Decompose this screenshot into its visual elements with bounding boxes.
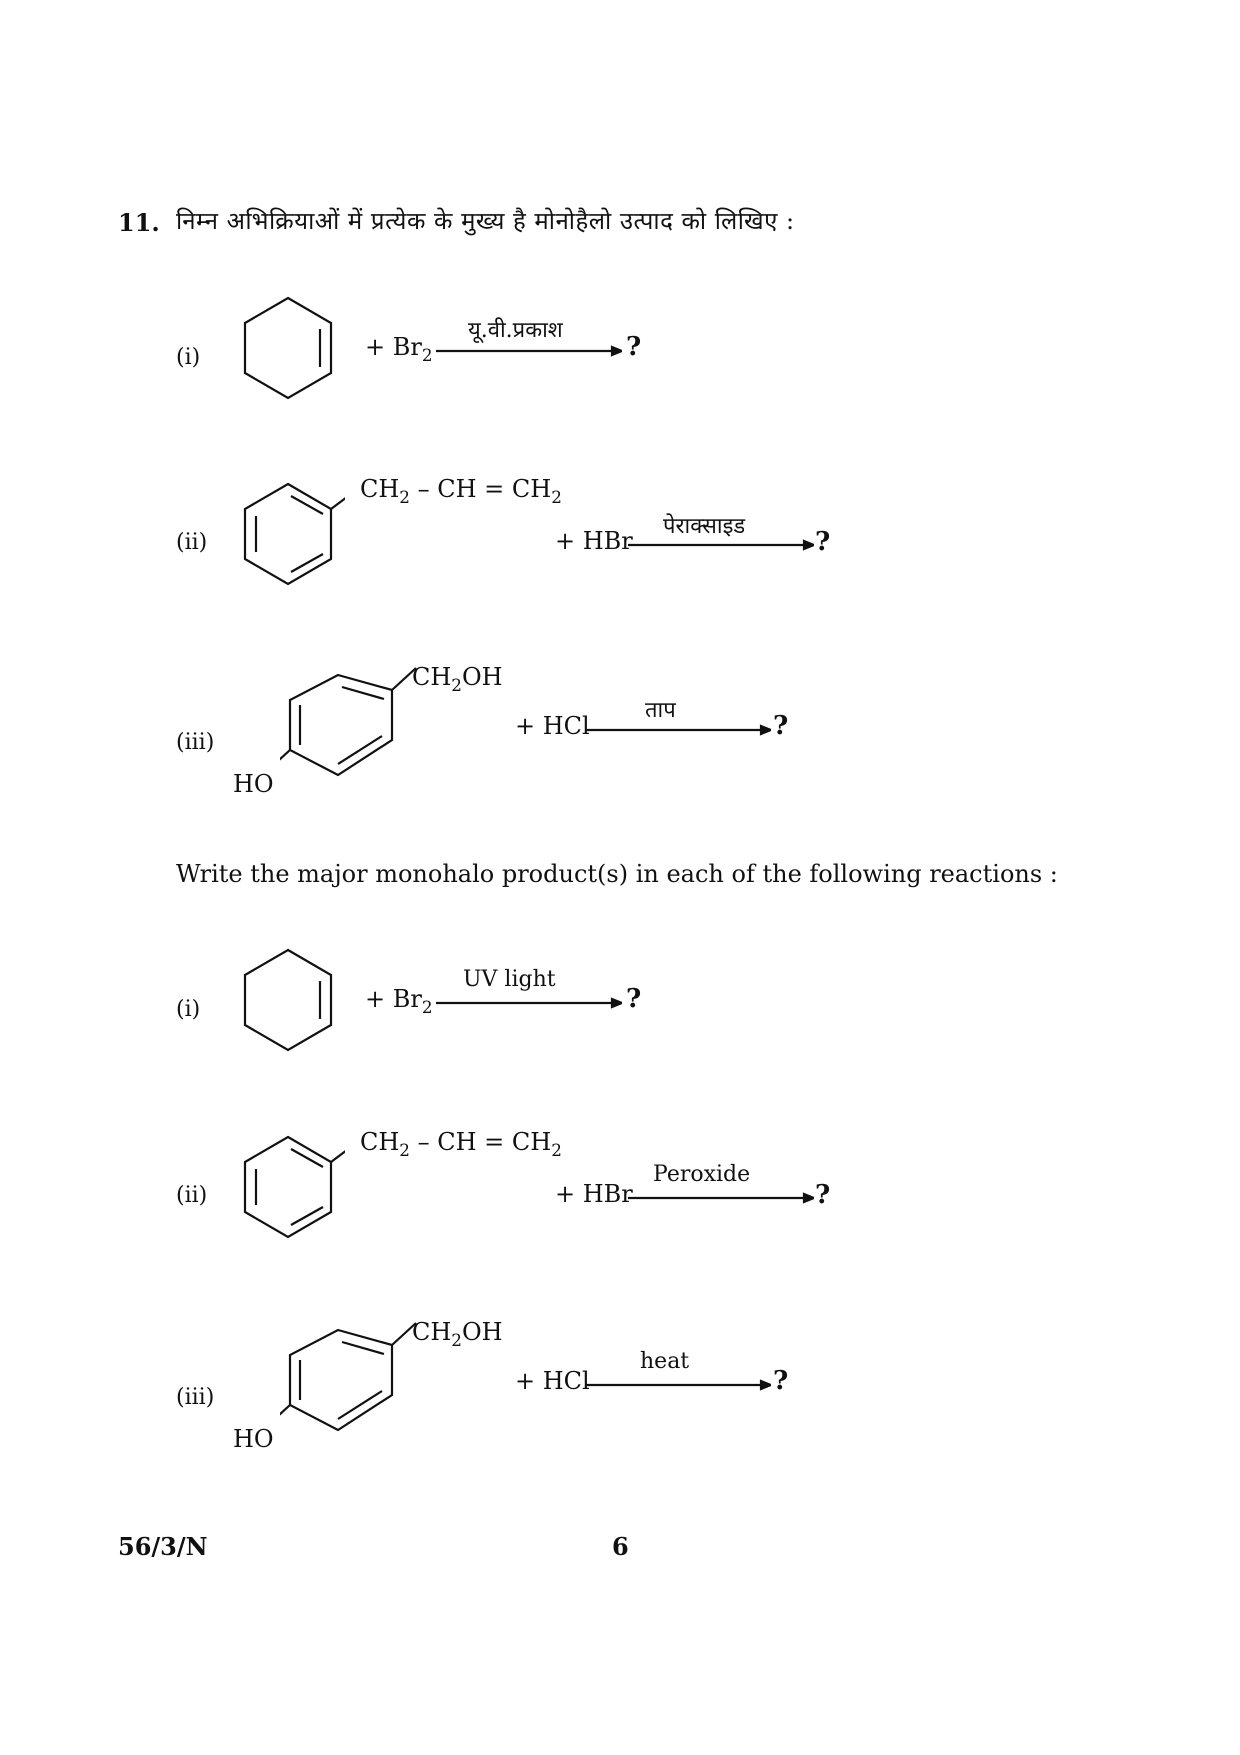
product-placeholder: ? [626,984,642,1014]
reaction-arrow [585,1378,771,1392]
reagent-hbr: + HBr [555,1180,633,1208]
page-number: 6 [612,1532,629,1561]
condition-uv-light: UV light [463,967,556,992]
question-number: 11. [118,208,160,237]
cyclohexene-structure [225,942,345,1062]
question-text-english: Write the major monohalo product(s) in each of the following reactions : [176,860,1058,888]
reaction-arrow [628,1191,814,1205]
reaction-arrow [628,538,814,552]
condition-heat: heat [640,1349,690,1374]
allyl-substituent: $CH_2$ – CH = $CH_2$ [360,1128,562,1160]
reagent-br2: + $Br_2$ [365,985,433,1017]
reaction-label-i: (i) [176,345,201,370]
product-placeholder: ? [815,1180,831,1210]
condition-peroxide: Peroxide [653,1162,751,1187]
reagent-br2: + $Br_2$ [365,333,433,365]
condition-uv-light-hindi: यू.वी.प्रकाश [468,318,563,343]
ch2oh-substituent: $CH_2OH$ [412,1318,503,1350]
product-placeholder: ? [626,332,642,362]
reaction-label-ii: (ii) [176,530,208,555]
reaction-label-iii: (iii) [176,730,215,755]
question-text-hindi: निम्न अभिक्रियाओं में प्रत्येक के मुख्य है मोनोहैलो उत्पाद को लिखिए : [176,207,795,235]
cyclohexene-structure [225,290,345,410]
reaction-label-iii: (iii) [176,1385,215,1410]
reagent-hcl: + HCl [515,1367,590,1395]
benzene-ring-structure [225,1123,345,1243]
benzene-ring-structure [225,470,345,590]
condition-heat-hindi: ताप [645,698,676,723]
paper-code: 56/3/N [118,1532,208,1561]
reagent-hcl: + HCl [515,712,590,740]
para-hydroxybenzyl-structure [280,660,430,800]
hydroxyl-substituent: HO [233,770,274,798]
product-placeholder: ? [773,711,789,741]
product-placeholder: ? [815,527,831,557]
reagent-hbr: + HBr [555,527,633,555]
reaction-label-ii: (ii) [176,1183,208,1208]
para-hydroxybenzyl-structure [280,1315,430,1455]
ch2oh-substituent: $CH_2OH$ [412,663,503,695]
reaction-arrow [436,344,622,358]
product-placeholder: ? [773,1366,789,1396]
reaction-arrow [436,996,622,1010]
reaction-label-i: (i) [176,997,201,1022]
reaction-arrow [585,723,771,737]
condition-peroxide-hindi: पेराक्साइड [663,514,746,539]
allyl-substituent: $CH_2$ – CH = $CH_2$ [360,475,562,507]
hydroxyl-substituent: HO [233,1425,274,1453]
